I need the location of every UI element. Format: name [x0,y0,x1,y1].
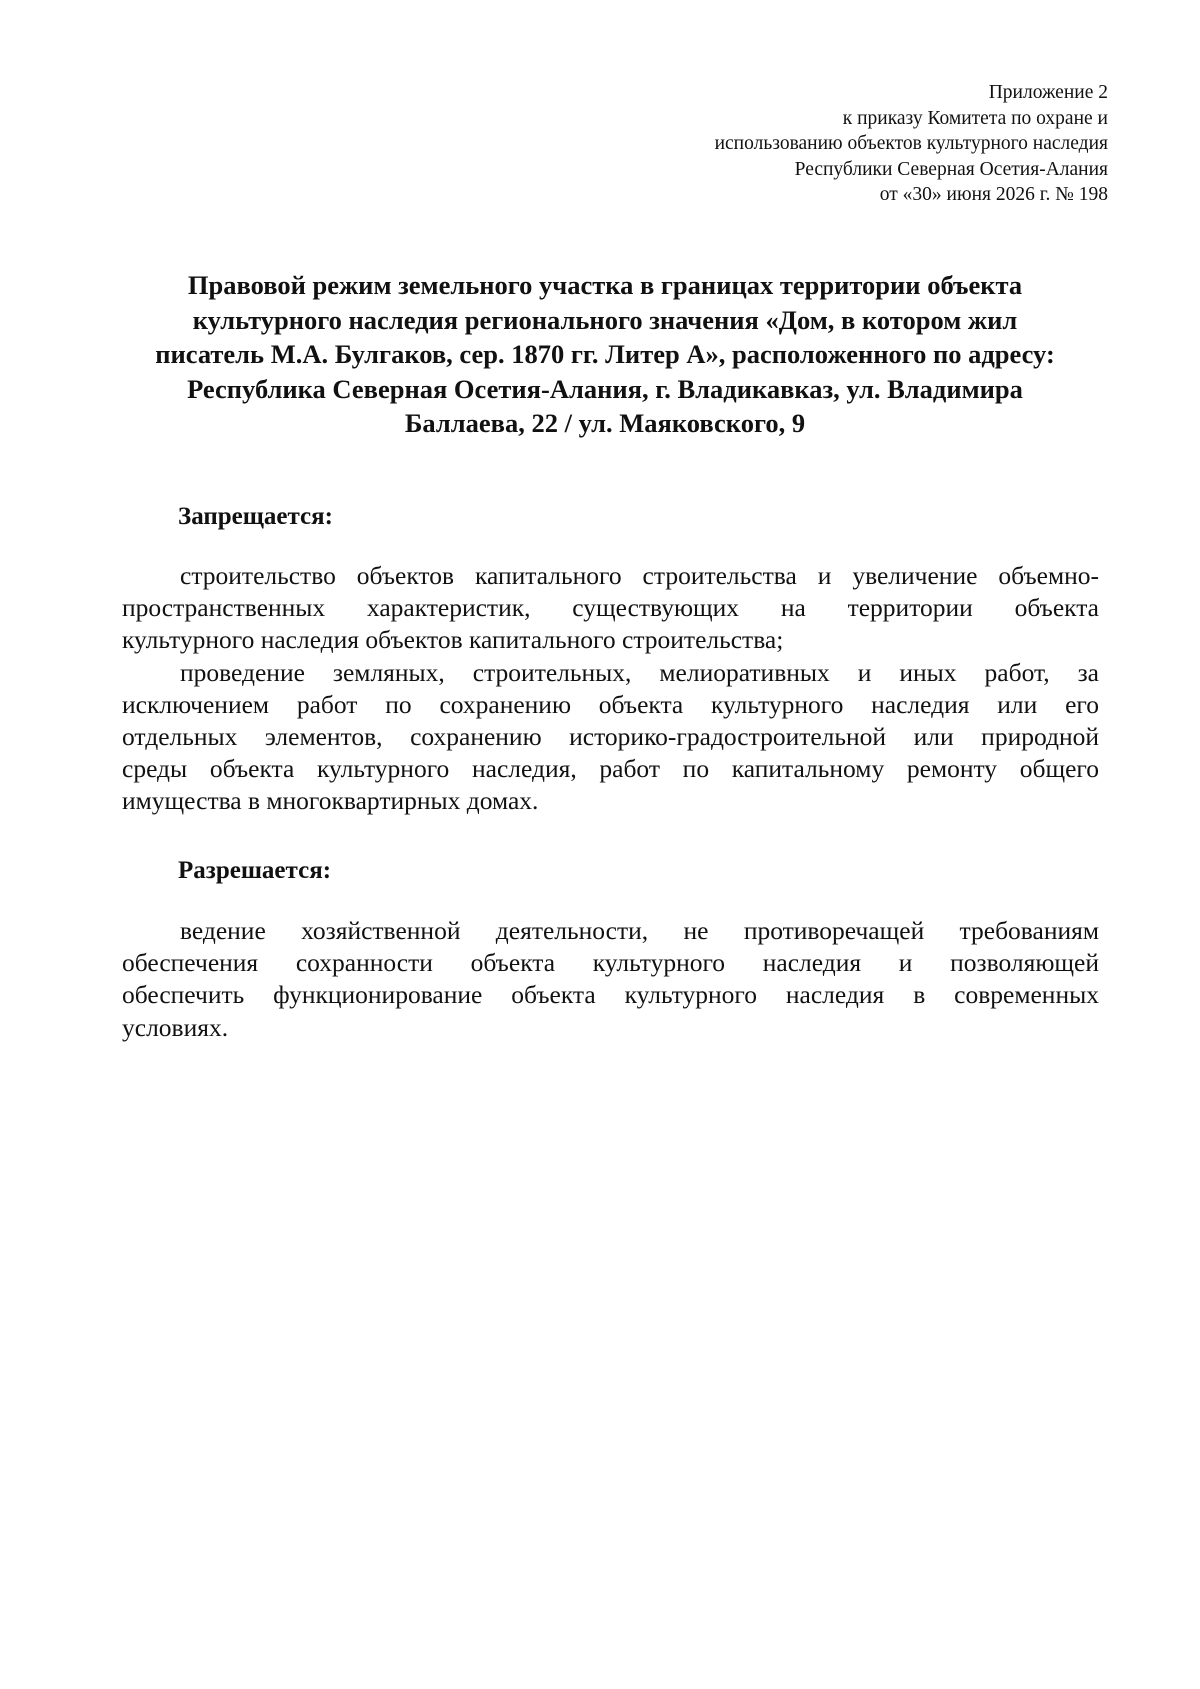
appendix-line: от «30» июня 2026 г. № 198 [879,184,1108,205]
paragraph [122,657,1099,818]
prohibited-heading: Запрещается: [178,503,334,530]
paragraph-line: условиях. [122,1012,229,1042]
appendix-line: Республики Северная Осетия-Алания [794,158,1108,180]
paragraph-line: культурного наследия объектов капитального строительства; [122,625,784,655]
document-title [110,268,1100,441]
allowed-heading: Разрешается: [178,857,332,884]
paragraph-line: среды объекта культурного наследия, работ по капитальному ремонту общего [122,754,1099,784]
paragraph-line: обеспечения сохранности объекта культурного наследия и позволяющей [122,948,1099,978]
appendix-line: использованию объектов культурного наследия [714,133,1108,154]
title-line: культурного наследия регионального значения «Дом, в котором жил [192,304,1018,335]
title-line: Республика Северная Осетия-Алания, г. Владикавказ, ул. Владимира [187,373,1023,404]
title-line: Правовой режим земельного участка в границах территории объекта [187,270,1023,300]
paragraph-line: имущества в многоквартирных домах. [122,786,539,816]
paragraph-line: проведение земляных, строительных, мелиоративных и иных работ, за [180,657,1099,687]
title-line: писатель М.А. Булгаков, сер. 1870 гг. Литер А», расположенного по адресу: [155,339,1055,369]
appendix-block [715,80,1108,208]
prohibited-section [122,560,1099,818]
paragraph-line: обеспечить функционирование объекта культурного наследия в современных [122,980,1099,1010]
paragraph-line: ведение хозяйственной деятельности, не противоречащей требованиям [180,916,1099,945]
title-line: Баллаева, 22 / ул. Маяковского, 9 [404,408,806,438]
appendix-line: к приказу Комитета по охране и [842,107,1108,129]
appendix-line: Приложение 2 [988,82,1108,103]
paragraph-line: строительство объектов капитального строительства и увеличение объемно- [180,561,1099,590]
paragraph-line: отдельных элементов, сохранению историко-градостроительной или природной [122,721,1099,751]
paragraph [122,915,1099,1044]
paragraph-line: исключением работ по сохранению объекта культурного наследия или его [122,689,1099,719]
paragraph [122,560,1099,657]
allowed-section [122,915,1099,1044]
paragraph-line: пространственных характеристик, существующих на территории объекта [122,593,1099,623]
